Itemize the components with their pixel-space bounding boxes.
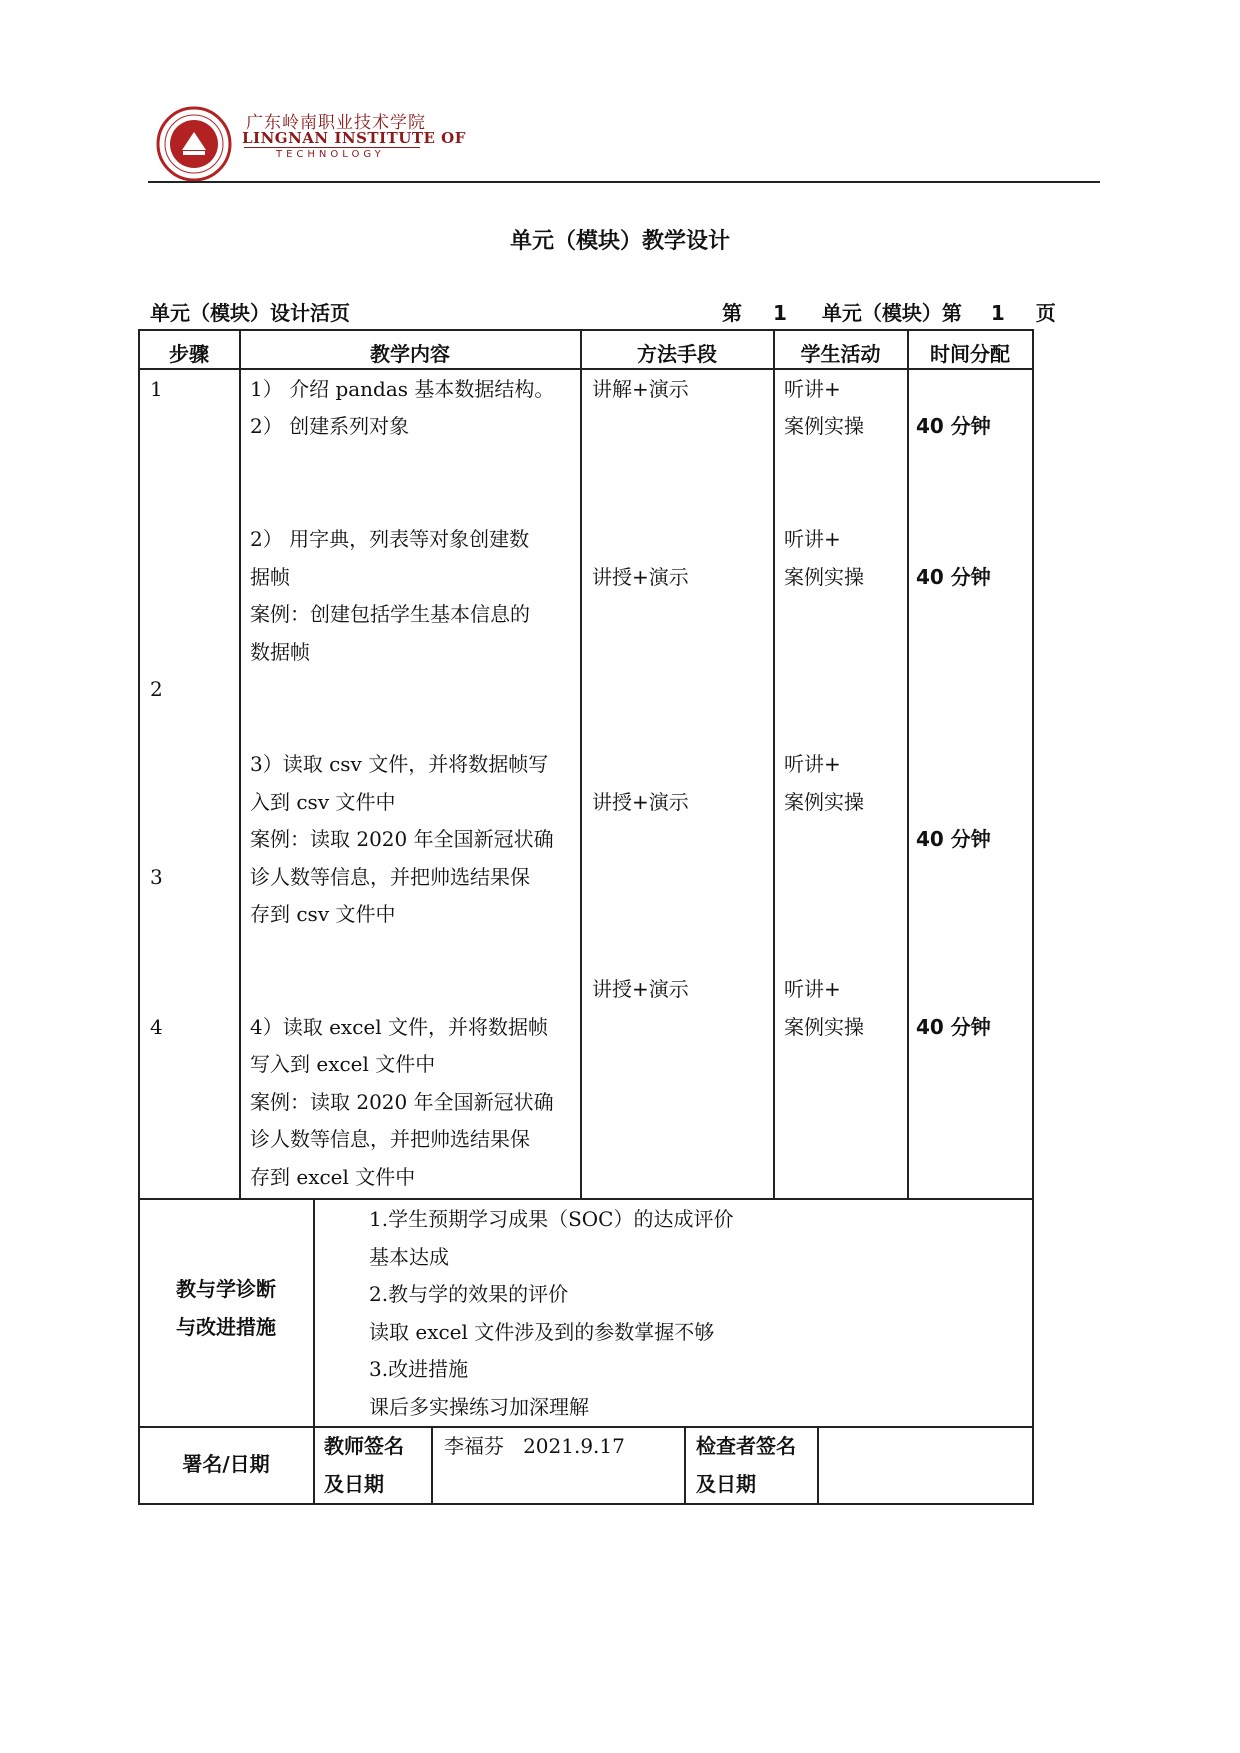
- content-line: 存到 csv 文件中: [250, 902, 396, 926]
- content-line: 4）读取 excel 文件，并将数据帧: [250, 1015, 548, 1039]
- activity-line: 案例实操: [784, 790, 864, 814]
- content-line: 1） 介绍 pandas 基本数据结构。: [250, 377, 555, 401]
- document-title: 单元（模块）教学设计: [509, 229, 730, 254]
- content-line: 3）读取 csv 文件，并将数据帧写: [250, 752, 549, 776]
- subheader-unit-number: 1: [772, 301, 787, 325]
- school-name-en-technology: TECHNOLOGY: [276, 149, 385, 160]
- content-line: 入到 csv 文件中: [250, 790, 396, 814]
- header-time: 时间分配: [930, 342, 1010, 366]
- step-number: 4: [150, 1015, 163, 1039]
- subheader-left: 单元（模块）设计活页: [150, 301, 350, 325]
- activity-line: 听讲+: [784, 527, 841, 551]
- header-activity: 学生活动: [800, 342, 881, 366]
- method-cell: 讲解+演示: [592, 377, 689, 401]
- diag-sep: [313, 1198, 315, 1504]
- table-line-bottom: [138, 1503, 1034, 1505]
- time-cell: 40 分钟: [916, 1015, 991, 1039]
- content-line: 诊人数等信息，并把帅选结果保: [250, 865, 530, 889]
- step-number: 1: [150, 377, 163, 401]
- header-step: 步骤: [169, 342, 209, 366]
- method-cell: 讲授+演示: [592, 790, 689, 814]
- content-line: 诊人数等信息，并把帅选结果保: [250, 1127, 530, 1151]
- activity-line: 案例实操: [784, 414, 864, 438]
- school-name-cn: 广东岭南职业技术学院: [246, 113, 426, 133]
- header-rule: [148, 181, 1100, 183]
- header-content: 教学内容: [370, 342, 450, 366]
- method-cell: 讲授+演示: [592, 977, 689, 1001]
- checker-sign-label: 及日期: [696, 1472, 756, 1496]
- table-line-header-bottom: [138, 368, 1034, 370]
- sign-sep-1: [431, 1426, 433, 1504]
- diagnosis-line: 课后多实操练习加深理解: [369, 1395, 589, 1419]
- diagnosis-line: 1.学生预期学习成果（SOC）的达成评价: [369, 1207, 734, 1231]
- content-line: 案例：读取 2020 年全国新冠状确: [250, 1090, 554, 1114]
- content-line: 存到 excel 文件中: [250, 1165, 416, 1189]
- header-method: 方法手段: [637, 342, 717, 366]
- signature-label: 署名/日期: [182, 1452, 270, 1476]
- diagnosis-line: 基本达成: [369, 1245, 449, 1269]
- table-line-right: [1032, 329, 1034, 1504]
- diagnosis-line: 2.教与学的效果的评价: [369, 1282, 569, 1306]
- school-logo: [156, 106, 232, 182]
- step-number: 3: [150, 865, 163, 889]
- activity-line: 听讲+: [784, 752, 841, 776]
- content-line: 案例：读取 2020 年全国新冠状确: [250, 827, 554, 851]
- subheader-di: 第: [722, 301, 742, 325]
- content-line: 写入到 excel 文件中: [250, 1052, 436, 1076]
- diagnosis-line: 读取 excel 文件涉及到的参数掌握不够: [369, 1320, 715, 1344]
- content-line: 据帧: [250, 565, 290, 589]
- content-line: 数据帧: [250, 640, 310, 664]
- subheader-page-number: 1: [990, 301, 1005, 325]
- school-name-en: LINGNAN INSTITUTE OF: [242, 129, 466, 147]
- diagnosis-label: 与改进措施: [176, 1315, 276, 1339]
- subheader-right: [722, 297, 1056, 326]
- method-cell: 讲授+演示: [592, 565, 689, 589]
- table-line-top: [138, 329, 1034, 331]
- content-line: 案例：创建包括学生基本信息的: [250, 602, 530, 626]
- step-number: 2: [150, 677, 163, 701]
- activity-line: 听讲+: [784, 977, 841, 1001]
- diagnosis-label: 教与学诊断: [176, 1277, 276, 1301]
- col-sep-2: [580, 329, 582, 1199]
- checker-sign-label: 检查者签名: [696, 1434, 796, 1458]
- content-line: 2） 创建系列对象: [250, 414, 410, 438]
- subheader-unit-label: 单元（模块）第: [821, 301, 962, 325]
- col-sep-1: [239, 329, 241, 1199]
- sign-sep-2: [684, 1426, 686, 1504]
- table-line-body-bottom: [138, 1198, 1034, 1200]
- teacher-sign-label: 及日期: [324, 1472, 384, 1496]
- col-sep-3: [773, 329, 775, 1199]
- teacher-sign-label: 教师签名: [324, 1434, 404, 1458]
- content-line: 2） 用字典，列表等对象创建数: [250, 527, 530, 551]
- teacher-signature-value: 李福芬 2021.9.17: [444, 1434, 625, 1458]
- logo-divider: [244, 147, 420, 148]
- sign-sep-3: [817, 1426, 819, 1504]
- activity-line: 听讲+: [784, 377, 841, 401]
- time-cell: 40 分钟: [916, 414, 991, 438]
- diagnosis-line: 3.改进措施: [369, 1357, 469, 1381]
- subheader-page-label: 页: [1035, 301, 1056, 325]
- school-seal-icon: [156, 106, 232, 182]
- activity-line: 案例实操: [784, 565, 864, 589]
- col-sep-4: [907, 329, 909, 1199]
- time-cell: 40 分钟: [916, 827, 991, 851]
- activity-line: 案例实操: [784, 1015, 864, 1039]
- time-cell: 40 分钟: [916, 565, 991, 589]
